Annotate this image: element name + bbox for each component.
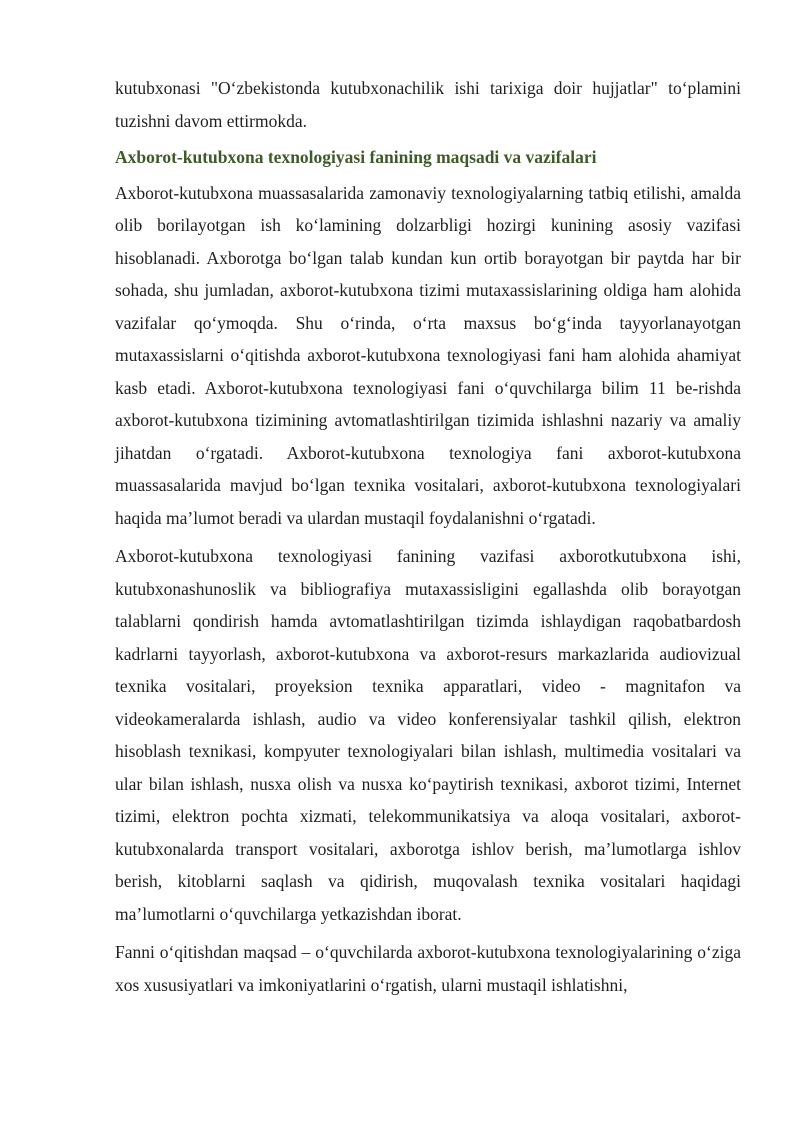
body-paragraph-2: Axborot-kutubxona texnologiyasi fanining vazifasi axborotkutubxona ishi, kutubxonashunoslik va bibliografiya mutaxassisligini egallashda olib borayotgan talablarni qondirish hamda avtomatlashtirilgan tizimda ishlaydigan raqobatbardosh kadrlarni tayyorlash, axborot-kutubxona va axborot-resurs markazlarida audiovizual texnika vositalari, proyeksion texnika apparatlari, video - magnitafon va videokameralarda ishlash, audio va video konferensiyalar tashkil qilish, elektron hisoblash texnikasi, kompyuter texnologiyalari bilan ishlash, multimedia vositalari va ular bilan ishlash, nusxa olish va nusxa ko‘paytirish texnikasi, axborot tizimi, Internet tizimi, elektron pochta xizmati, telekommunikatsiya va aloqa vositalari, axborot-kutubxonalarda transport vositalari, axborotga ishlov berish, ma’lumotlarga ishlov berish, kitoblarni saqlash va qidirish, muqovalash texnika vositalari haqidagi ma’lumotlarni o‘quvchilarga yetkazishdan iborat. [115, 546, 741, 924]
body-paragraph-1: Axborot-kutubxona muassasalarida zamonaviy texnologiyalarning tatbiq etilishi, amalda olib borilayotgan ish ko‘lamining dolzarbligi hozirgi kunining asosiy vazifasi hisoblanadi. Axborotga bo‘lgan talab kundan kun ortib borayotgan bir paytda har bir sohada, shu jumladan, axborot-kutubxona tizimi mutaxassislarining oldiga ham alohida vazifalar qo‘ymoqda. Shu o‘rinda, o‘rta maxsus bo‘g‘inda tayyorlanayotgan mutaxassislarni o‘qitishda axborot-kutubxona texnologiyasi fani ham alohida ahamiyat kasb etadi. Axborot-kutubxona texnologiyasi fani o‘quvchilarga bilim 11 be-rishda axborot-kutubxona tizimining avtomatlashtirilgan tizimida ishlashni nazariy va amaliy jihatdan o‘rgatadi. Axborot-kutubxona texnologiya fani axborot-kutubxona muassasalarida mavjud bo‘lgan texnika vositalari, axborot-kutubxona texnologiyalari haqida ma’lumot beradi va ulardan mustaqil foydalanishni o‘rgatadi. [115, 182, 741, 528]
body-paragraph-3: Fanni o‘qitishdan maqsad – o‘quvchilarda axborot-kutubxona texnologiyalarining o‘ziga xos xususiyatlari va imkoniyatlarini o‘rgatish, ularni mustaqil ishlatishni, [115, 942, 741, 995]
section-heading: Axborot-kutubxona texnologiyasi fanining maqsadi va vazifalari [115, 147, 597, 167]
intro-paragraph: kutubxonasi "O‘zbekistonda kutubxonachilik ishi tarixiga doir hujjatlar" to‘plamini tuzishni davom ettirmokda. [115, 78, 741, 131]
document-body [115, 72, 741, 1001]
